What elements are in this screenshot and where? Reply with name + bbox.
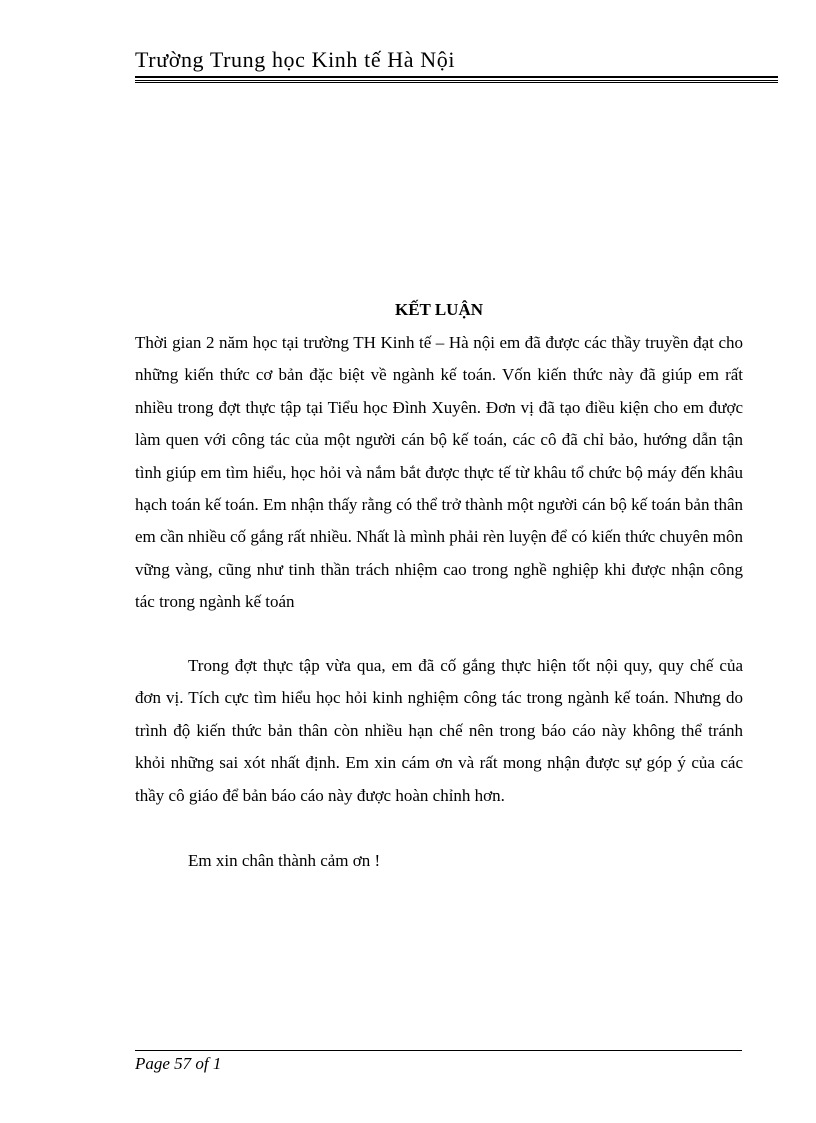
conclusion-paragraph-1: Thời gian 2 năm học tại trường TH Kinh tế – Hà nội em đã được các thầy truyền đạt cho những kiến thức cơ bản đặc biệt về ngành kế toán. Vốn kiến thức này đã giúp em rất nhiều trong đợt thực tập tại Tiểu học Đình Xuyên. Đơn vị đã tạo điều kiện cho em được làm quen với công tác của một người cán bộ kế toán, các cô đã chỉ bảo, hướng dẫn tận tình giúp em tìm hiểu, học hỏi và nắm bắt được thực tế từ khâu tổ chức bộ máy đến khâu hạch toán kế toán. Em nhận thấy rằng có thể trở thành một người cán bộ kế toán bản thân em cần nhiều cố gắng rất nhiều. Nhất là mình phải rèn luyện để có kiến thức chuyên môn vững vàng, cũng như tinh thần trách nhiệm cao trong nghề nghiệp khi được nhận công tác trong ngành kế toán <box>135 333 743 612</box>
header-rule-thick <box>135 76 778 78</box>
conclusion-paragraph-2: Trong đợt thực tập vừa qua, em đã cố gắng thực hiện tốt nội quy, quy chế của đơn vị. Tích cực tìm hiểu học hỏi kinh nghiệm công tác trong ngành kế toán. Nhưng do trình độ kiến thức bản thân còn nhiều hạn chế nên trong báo cáo này không thể tránh khỏi những sai xót nhất định. Em xin cám ơn và rất mong nhận được sự góp ý của các thầy cô giáo để bản báo cáo này được hoàn chỉnh hơn. <box>135 656 743 805</box>
page-header-title: Trường Trung học Kinh tế Hà Nội <box>135 47 456 72</box>
footer-rule <box>135 1050 742 1051</box>
page-number-footer: Page 57 of 1 <box>135 1054 222 1073</box>
header-rule-thin <box>135 80 778 81</box>
section-heading: KẾT LUẬN <box>394 300 483 319</box>
closing-thanks: Em xin chân thành cảm ơn ! <box>188 851 381 870</box>
header-rule-thin-lower <box>135 82 778 83</box>
